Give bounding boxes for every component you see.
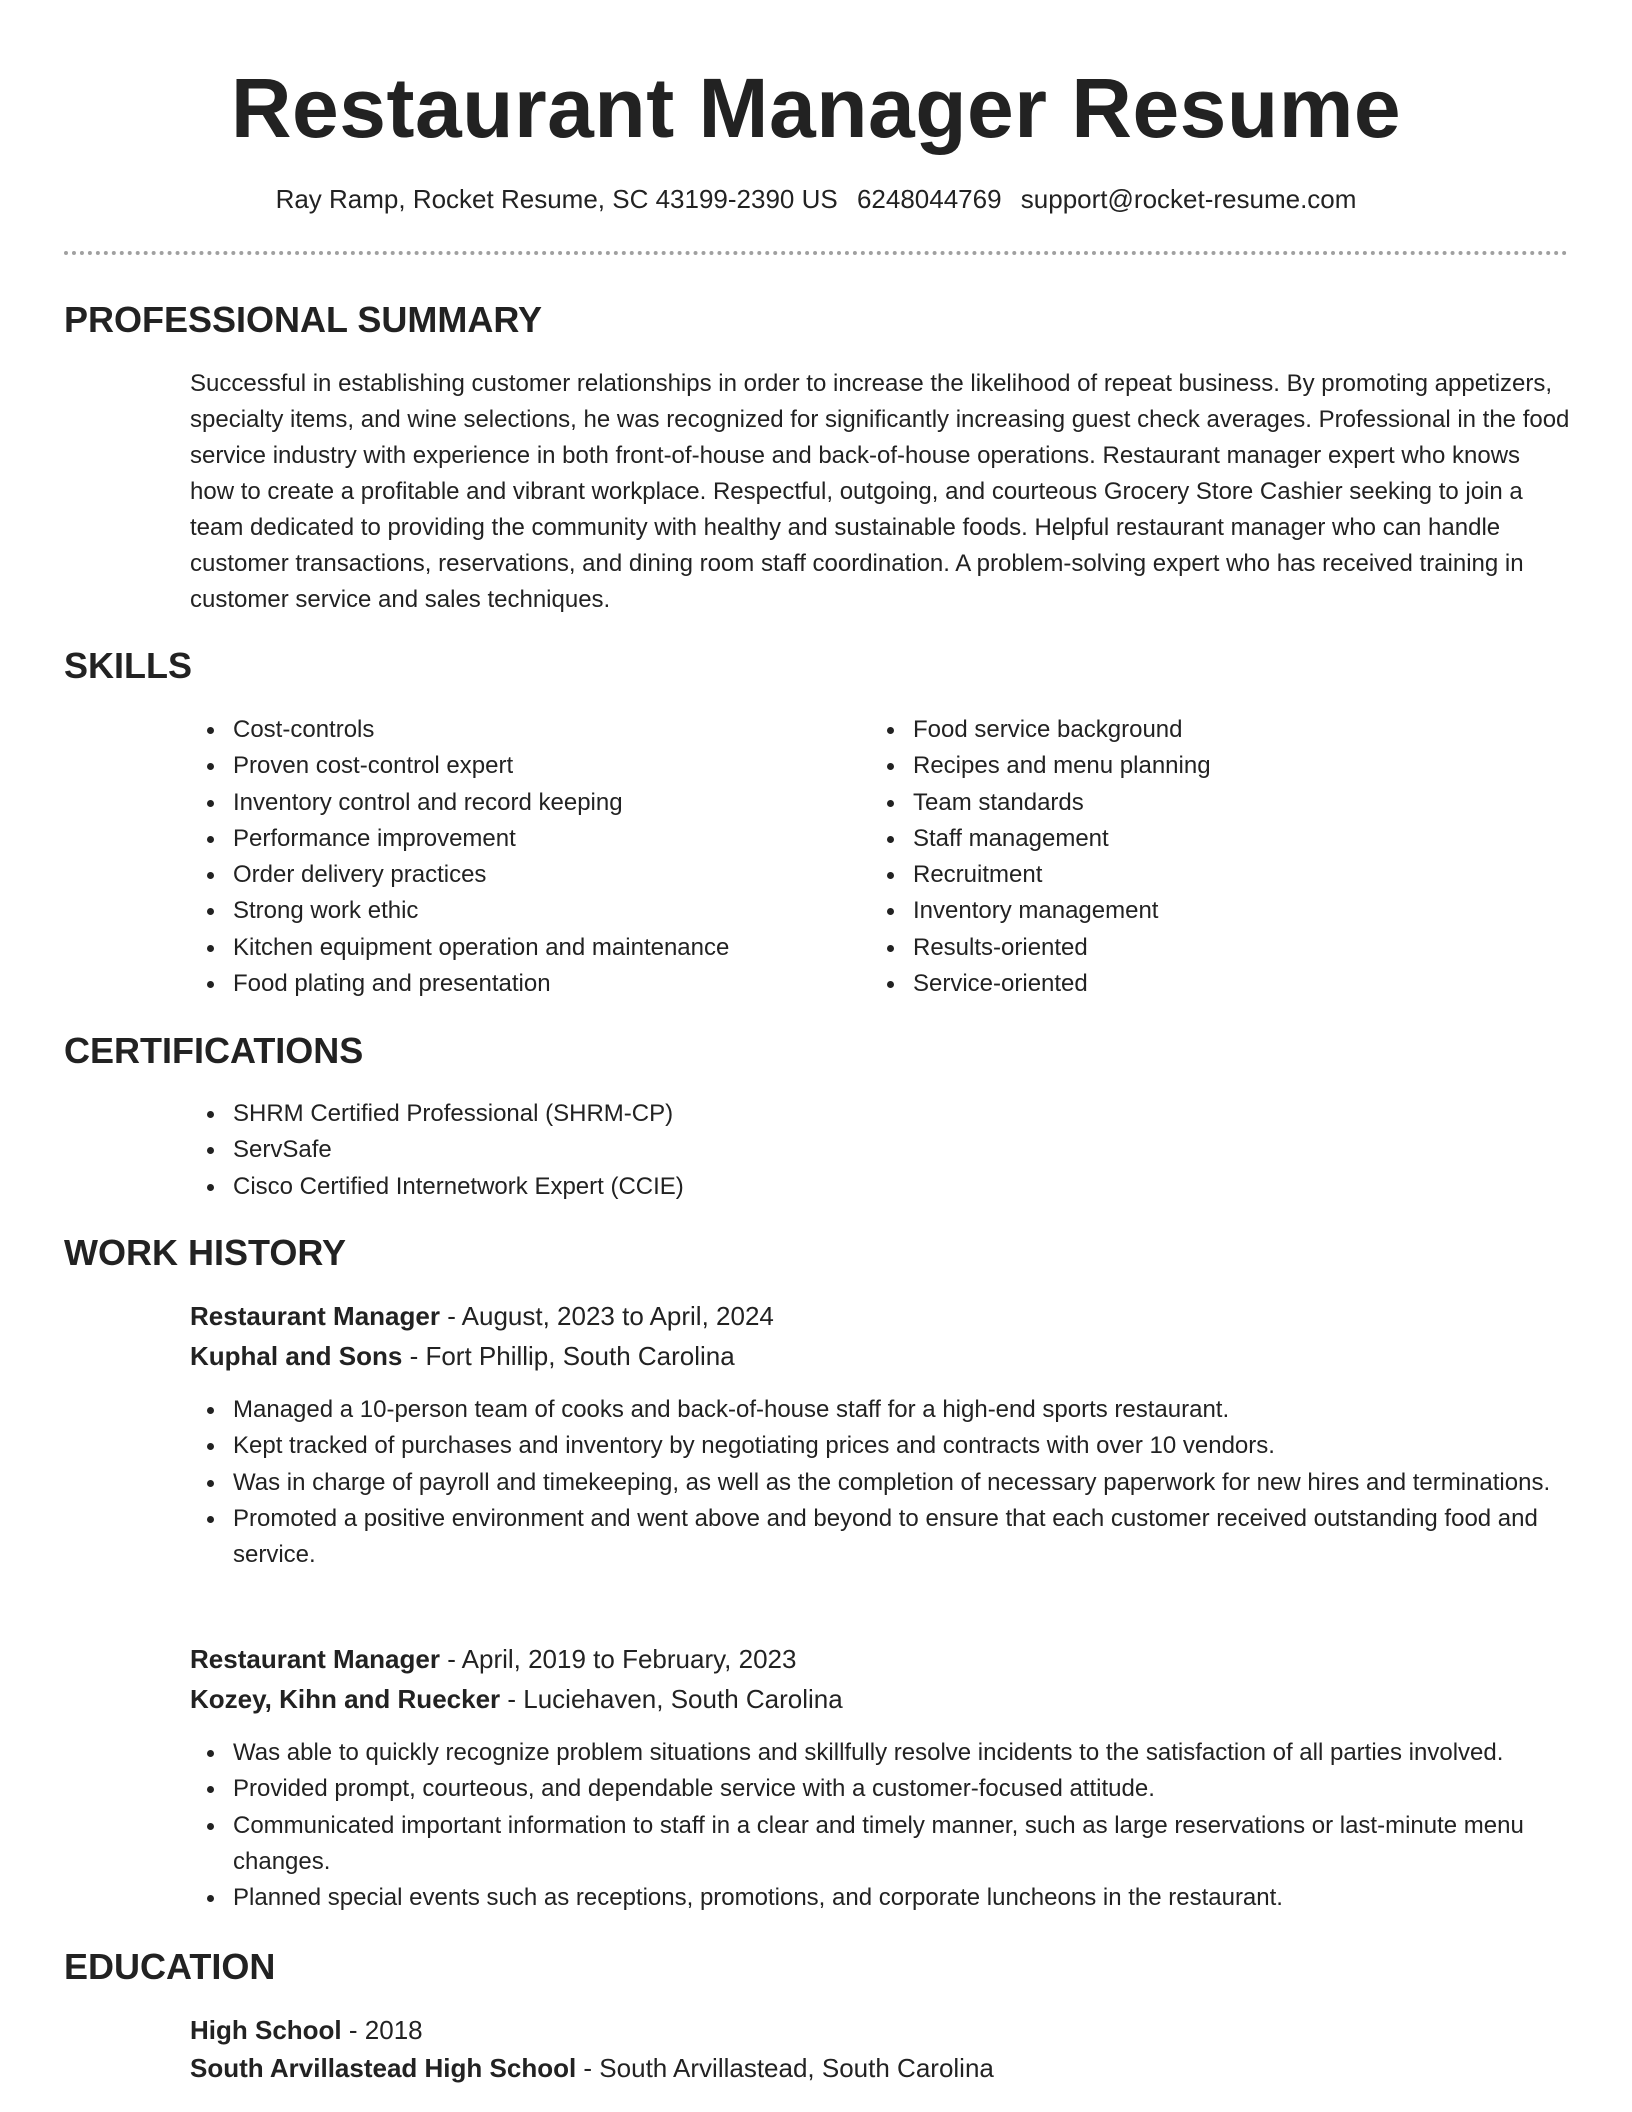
education-school: South Arvillastead High School (190, 2053, 577, 2083)
job-bullet: Kept tracked of purchases and inventory by negotiating prices and contracts with over 10 vendors. (190, 1428, 1570, 1464)
skill-item: Kitchen equipment operation and maintenance (190, 930, 850, 966)
education-year: - 2018 (341, 2015, 423, 2045)
contact-phone: 6248044769 (856, 184, 1002, 214)
job-bullet: Communicated important information to staff in a clear and timely manner, such as large reservations or last-minute menu changes. (190, 1808, 1570, 1881)
job-bullet: Provided prompt, courteous, and dependable service with a customer-focused attitude. (190, 1771, 1570, 1807)
section-title-skills: SKILLS (64, 645, 193, 686)
job-company: Kozey, Kihn and Ruecker (190, 1684, 501, 1714)
resume-title: Restaurant Manager Resume (230, 61, 1402, 155)
job-dates: - April, 2019 to February, 2023 (439, 1644, 797, 1674)
skill-item: Recruitment (870, 857, 1530, 893)
skill-item: Service-oriented (870, 966, 1530, 1002)
skill-item: Order delivery practices (190, 857, 850, 893)
job-location: - Luciehaven, South Carolina (500, 1684, 843, 1714)
skill-item: Performance improvement (190, 821, 850, 857)
skill-item: Team standards (870, 785, 1530, 821)
job-bullet: Managed a 10-person team of cooks and back-of-house staff for a high-end sports restaurant. (190, 1392, 1570, 1428)
job-bullet: Was in charge of payroll and timekeeping, as well as the completion of necessary paperwork for new hires and terminations. (190, 1465, 1570, 1501)
job-company-line (190, 1338, 735, 1374)
job-dates: - August, 2023 to April, 2024 (439, 1301, 774, 1331)
job-bullet: Promoted a positive environment and went above and beyond to ensure that each customer received outstanding food and service. (190, 1501, 1570, 1574)
skill-item: Cost-controls (190, 712, 850, 748)
section-title-certifications: CERTIFICATIONS (64, 1030, 364, 1071)
job-title: Restaurant Manager (190, 1644, 440, 1674)
contact-email: support@rocket-resume.com (1020, 184, 1357, 214)
education-degree: High School (190, 2015, 342, 2045)
job-bullets (190, 1392, 1570, 1573)
education-school-line (190, 2050, 994, 2086)
job-company: Kuphal and Sons (190, 1341, 403, 1371)
section-title-summary: PROFESSIONAL SUMMARY (64, 299, 543, 340)
skill-item: Strong work ethic (190, 893, 850, 929)
job-title-line (190, 1298, 774, 1334)
certifications-list (190, 1096, 1570, 1205)
skill-item: Food service background (870, 712, 1530, 748)
certification-item: ServSafe (190, 1132, 1570, 1168)
section-title-work-history: WORK HISTORY (64, 1232, 347, 1273)
skill-item: Inventory management (870, 893, 1530, 929)
education-location: - South Arvillastead, South Carolina (576, 2053, 994, 2083)
summary-text: Successful in establishing customer relationships in order to increase the likelihood of repeat business. By promoting appetizers, specialty items, and wine selections, he was recognized for significantly increasing guest check averages. Professional in the food service industry with experience in both front-of-house and back-of-house operations. Restaurant manager expert who knows how to create a profitable and vibrant workplace. Respectful, outgoing, and courteous Grocery Store Cashier seeking to join a team dedicated to providing the community with healthy and sustainable foods. Helpful restaurant manager who can handle customer transactions, reservations, and dining room staff coordination. A problem-solving expert who has received training in customer service and sales techniques. (190, 370, 1570, 613)
skill-item: Food plating and presentation (190, 966, 850, 1002)
job-bullet: Was able to quickly recognize problem situations and skillfully resolve incidents to the satisfaction of all parties involved. (190, 1735, 1570, 1771)
job-company-line (190, 1681, 843, 1717)
skill-item: Results-oriented (870, 930, 1530, 966)
skill-item: Proven cost-control expert (190, 748, 850, 784)
skill-item: Staff management (870, 821, 1530, 857)
certification-item: Cisco Certified Internetwork Expert (CCIE) (190, 1169, 1570, 1205)
skills-list-left (190, 712, 850, 1002)
job-title: Restaurant Manager (190, 1301, 440, 1331)
section-title-education: EDUCATION (64, 1946, 276, 1987)
header-divider (64, 251, 1568, 255)
job-title-line (190, 1641, 796, 1677)
job-bullets (190, 1735, 1570, 1916)
certification-item: SHRM Certified Professional (SHRM-CP) (190, 1096, 1570, 1132)
contact-address: Ray Ramp, Rocket Resume, SC 43199-2390 US (275, 184, 838, 214)
job-bullet: Planned special events such as receptions, promotions, and corporate luncheons in the restaurant. (190, 1880, 1570, 1916)
contact-line (0, 182, 1632, 216)
skill-item: Inventory control and record keeping (190, 785, 850, 821)
skill-item: Recipes and menu planning (870, 748, 1530, 784)
job-location: - Fort Phillip, South Carolina (402, 1341, 735, 1371)
skills-list-right (870, 712, 1530, 1002)
education-degree-line (190, 2012, 423, 2048)
